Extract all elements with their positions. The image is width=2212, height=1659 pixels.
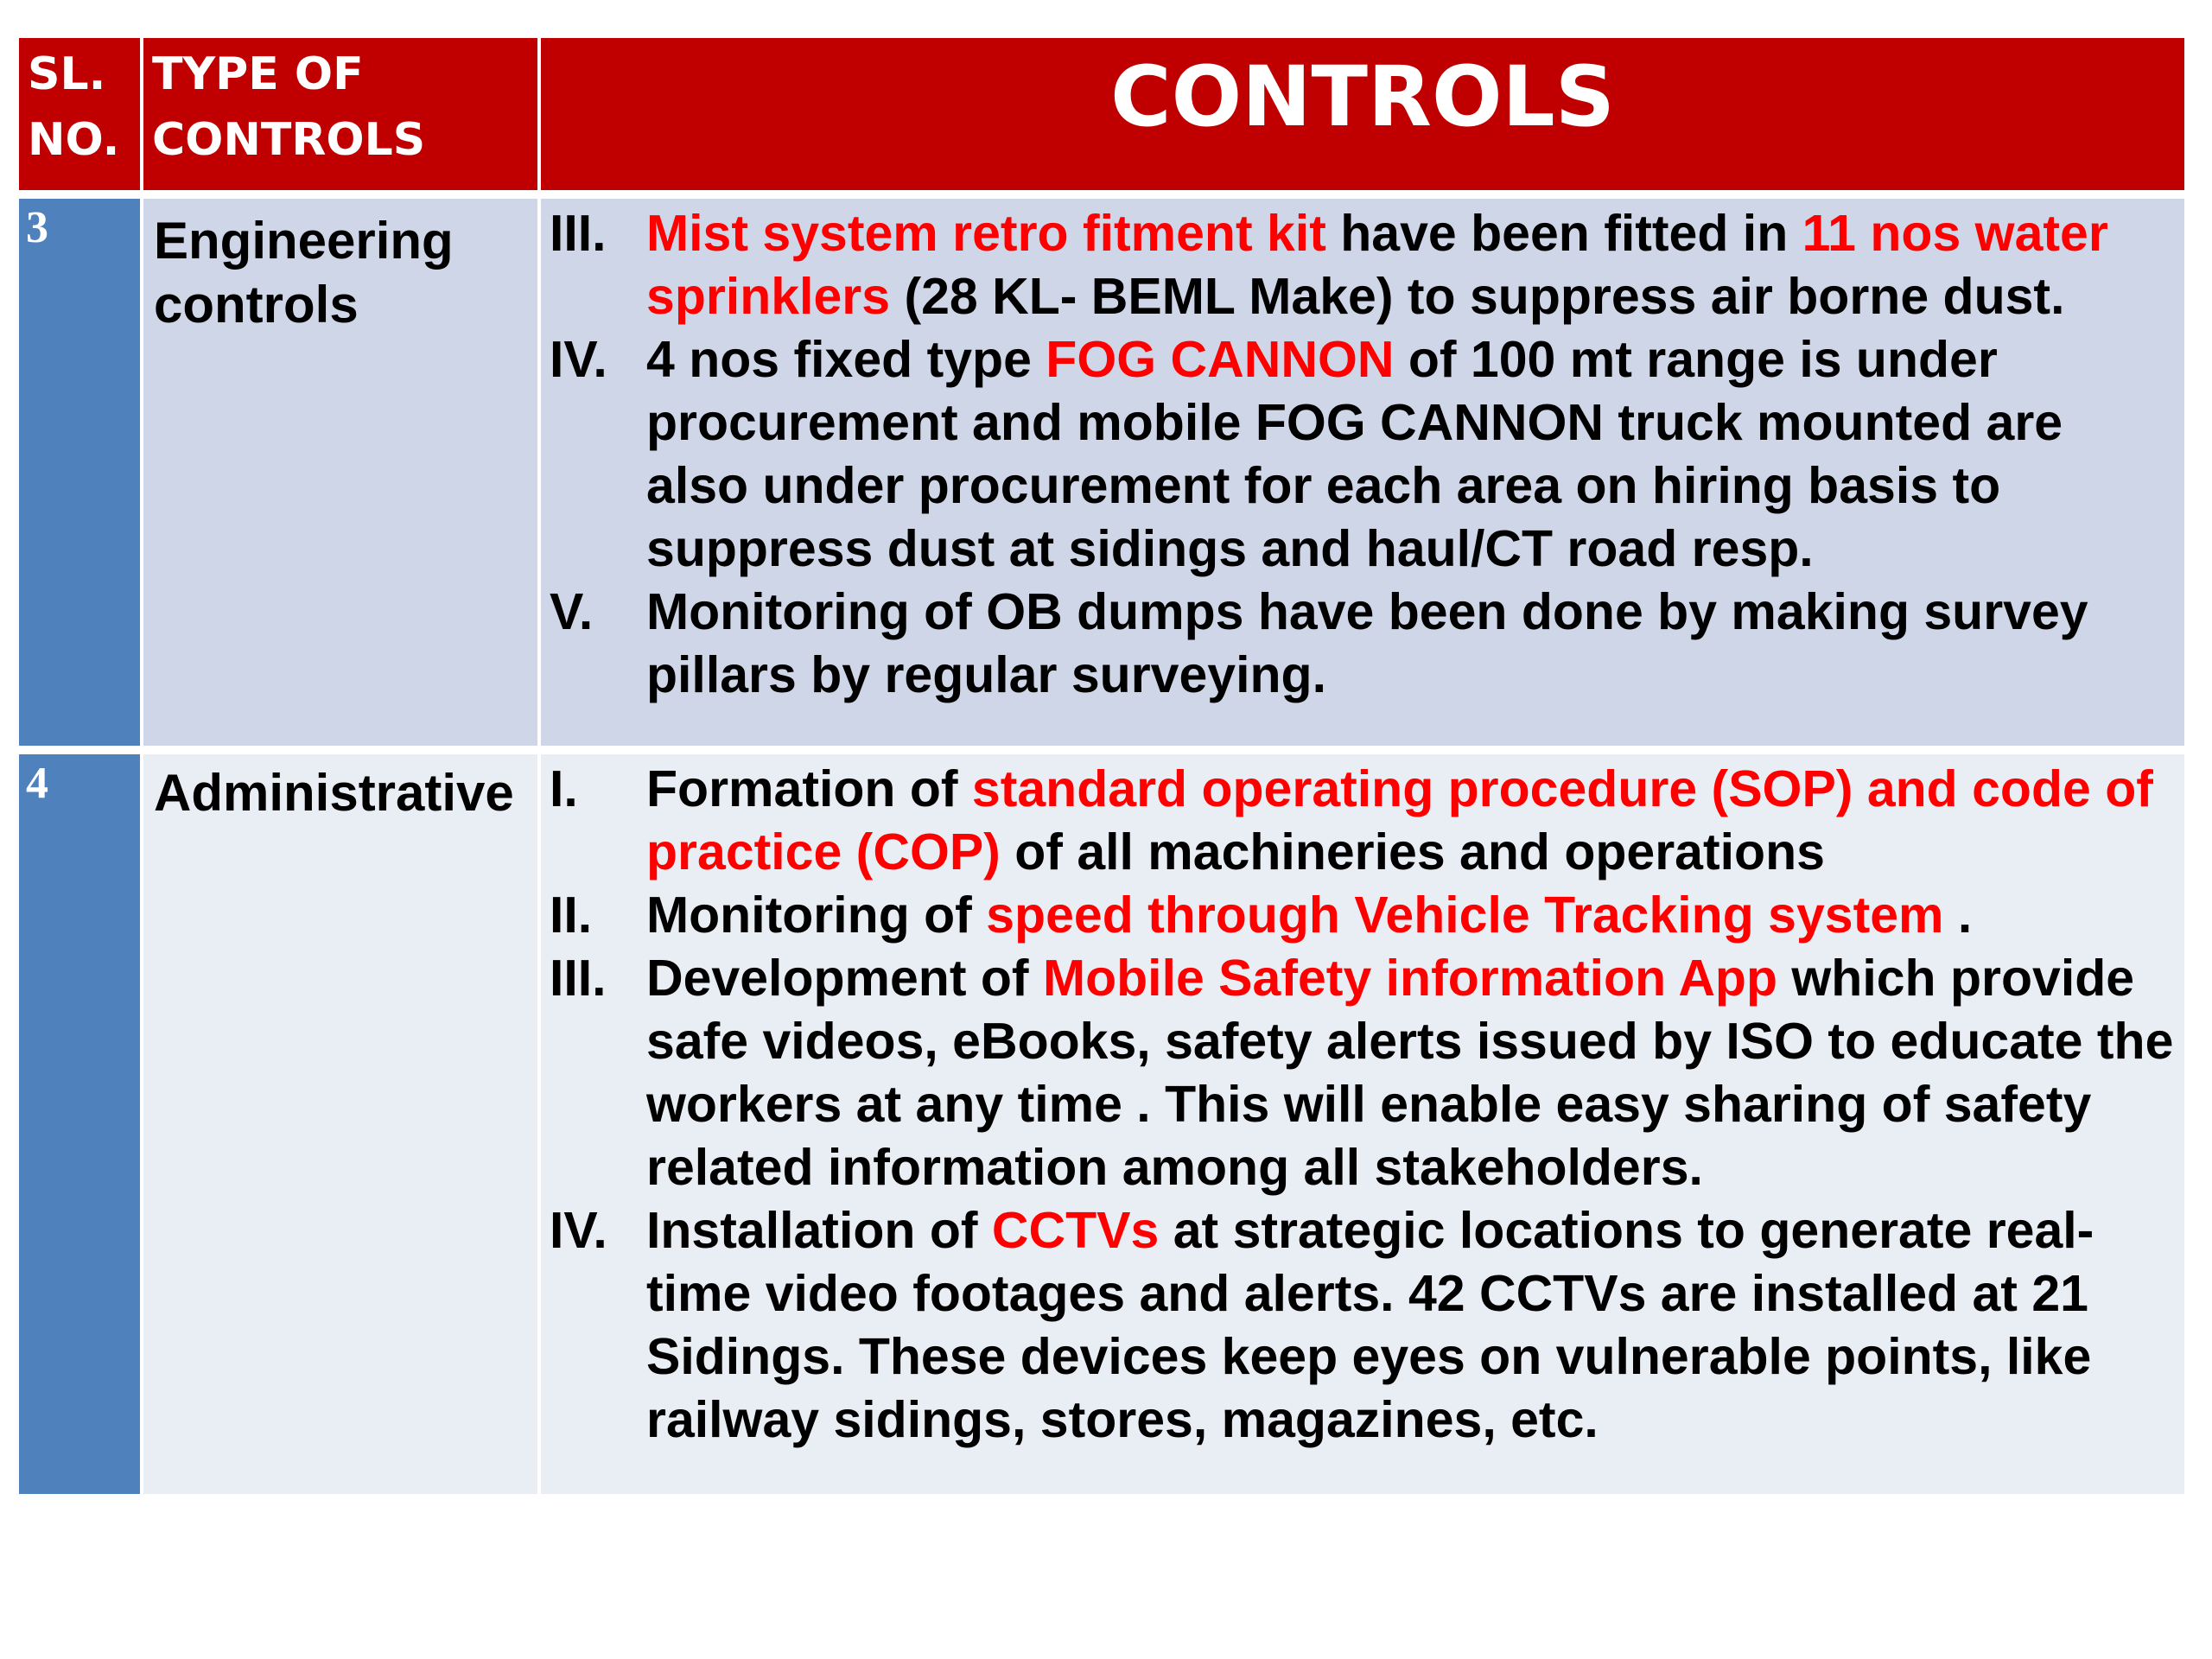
highlighted-text: 11 nos water sprinklers — [646, 205, 2108, 325]
header-sl-no-line1: SL. — [28, 48, 106, 100]
control-text: Installation of — [646, 1202, 992, 1259]
control-text: 4 nos fixed type — [646, 331, 1046, 388]
header-type-cell — [143, 38, 541, 199]
row-3-type-line2: controls — [154, 276, 359, 334]
control-item-number: V. — [550, 583, 594, 640]
header-sl-no-line2: NO. — [28, 114, 120, 166]
row-3-sl-number: 3 — [26, 203, 48, 252]
highlighted-text: CCTVs — [991, 1202, 1160, 1259]
row-3-items — [541, 202, 2184, 707]
row-3-controls-cell — [541, 199, 2184, 754]
control-text: have been fitted in — [1325, 205, 1802, 262]
control-item-number: II. — [550, 887, 593, 944]
control-text: of all machineries and operations — [1000, 823, 1825, 880]
header-sl-no — [19, 38, 140, 173]
header-sl-no-cell — [19, 38, 143, 199]
row-3-type — [143, 209, 537, 337]
header-type — [143, 38, 537, 173]
control-item — [550, 328, 2177, 581]
control-item — [550, 758, 2177, 884]
highlighted-text: Mist system retro fitment kit — [646, 205, 1326, 262]
row-4-items — [541, 758, 2184, 1452]
control-text: . — [1943, 887, 1973, 944]
highlighted-text: Mobile Safety information App — [1042, 950, 1778, 1007]
control-item — [550, 947, 2177, 1199]
control-text: at strategic locations to generate real-time video footages and alerts. 42 CCTVs are installed at 21 Sidings. These devices keep eyes on vulnerable points, like railway sidings, stores, magazines, etc. — [646, 1202, 2094, 1448]
row-4-sl-cell — [19, 754, 143, 1494]
header-type-line2: CONTROLS — [152, 114, 426, 166]
controls-table — [19, 38, 2184, 1494]
control-text: Development of — [646, 950, 1043, 1007]
row-3-type-line1: Engineering — [154, 212, 454, 270]
row-3-type-cell — [143, 199, 541, 754]
row-4-type-cell — [143, 754, 541, 1494]
control-text: (28 KL- BEML Make) to suppress air borne dust. — [890, 268, 2065, 325]
control-item-number: I. — [550, 760, 578, 817]
highlighted-text: standard operating procedure (SOP) and code of practice (COP) — [646, 760, 2153, 880]
control-item-number: IV. — [550, 1202, 607, 1259]
header-controls-cell — [541, 38, 2184, 199]
control-text: Monitoring of OB dumps have been done by making survey pillars by regular surveying. — [646, 583, 2088, 703]
control-item-number: III. — [550, 950, 607, 1007]
control-item — [550, 202, 2177, 328]
row-4-type-line1: Administrative — [154, 764, 514, 822]
header-type-line1: TYPE OF — [152, 48, 364, 100]
control-text: which provide safe videos, eBooks, safety alerts issued by ISO to educate the workers at any time . This will enable easy sharing of safety related information among all stakeholders. — [646, 950, 2174, 1196]
header-controls-title: CONTROLS — [1110, 48, 1615, 145]
control-text: of 100 mt range is under procurement and mobile FOG CANNON truck mounted are also under procurement for each area on hiring basis to suppress dust at sidings and haul/CT road resp. — [646, 331, 2063, 577]
control-text: Formation of — [646, 760, 972, 817]
row-4-sl-number: 4 — [26, 759, 48, 808]
row-4-type — [143, 761, 537, 825]
control-item — [550, 581, 2177, 707]
row-4-controls-cell — [541, 754, 2184, 1494]
control-item-number: III. — [550, 205, 607, 262]
control-item — [550, 884, 2177, 947]
control-text: Monitoring of — [646, 887, 987, 944]
row-3-sl-cell — [19, 199, 143, 754]
highlighted-text: speed through Vehicle Tracking system — [986, 887, 1944, 944]
control-item — [550, 1199, 2177, 1452]
control-item-number: IV. — [550, 331, 607, 388]
highlighted-text: FOG CANNON — [1046, 331, 1395, 388]
